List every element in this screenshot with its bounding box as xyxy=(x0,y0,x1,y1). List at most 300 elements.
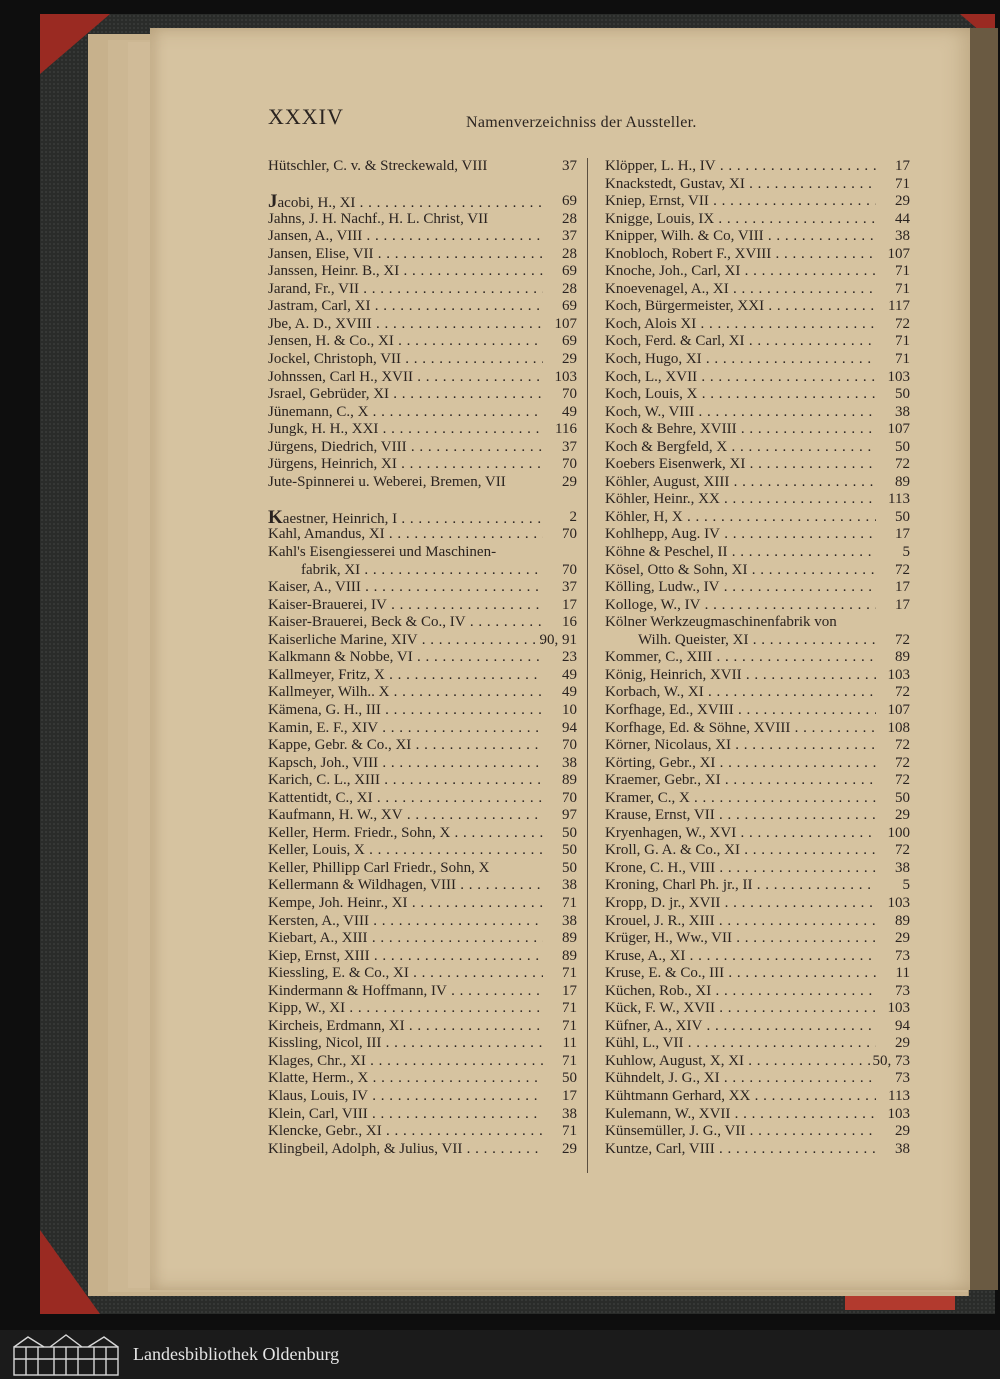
entry-name: Kück, F. W., XVII . . . xyxy=(605,1000,876,1018)
entry-page-number: 107 xyxy=(887,421,910,438)
entry-name: Köhne & Peschel, II . . . xyxy=(605,544,876,562)
entry-name: Kruse, E. & Co., III . . . xyxy=(605,965,876,983)
entry-name: Kallmeyer, Wilh.. X . . . xyxy=(268,684,543,702)
index-entry xyxy=(263,1000,577,1018)
entry-page-number: 38 xyxy=(895,859,910,876)
entry-page-number: 107 xyxy=(887,245,910,262)
entry-page-number: 103 xyxy=(887,666,910,683)
entry-page-number: 17 xyxy=(895,526,910,543)
section-initial: K xyxy=(268,508,283,528)
index-entry xyxy=(263,684,577,702)
index-entry xyxy=(600,737,910,755)
entry-page-number: 50 xyxy=(895,508,910,525)
index-entry xyxy=(600,895,910,913)
index-entry xyxy=(263,509,577,527)
index-entry xyxy=(600,842,910,860)
entry-page-number: 89 xyxy=(562,930,577,947)
entry-name: Köhler, August, XIII . . . xyxy=(605,474,876,492)
index-entry xyxy=(600,526,910,544)
index-entry xyxy=(600,193,910,211)
index-entry xyxy=(263,948,577,966)
entry-page-number: 5 xyxy=(902,544,910,561)
entry-page-number: 29 xyxy=(895,930,910,947)
entry-page-number: 71 xyxy=(562,894,577,911)
index-entry xyxy=(263,386,577,404)
index-entry xyxy=(600,913,910,931)
entry-name: Jürgens, Heinrich, XI . . . xyxy=(268,456,543,474)
entry-name: Johnssen, Carl H., XVII . . . xyxy=(268,369,543,387)
entry-name: Karich, C. L., XIII . . . xyxy=(268,772,543,790)
index-entry xyxy=(600,790,910,808)
index-entry xyxy=(600,369,910,387)
index-entry xyxy=(600,649,910,667)
entry-page-number: 50 xyxy=(562,859,577,876)
index-entry xyxy=(600,333,910,351)
index-entry xyxy=(263,614,577,632)
entry-name: Knigge, Louis, IX . . . xyxy=(605,211,876,229)
entry-page-number: 72 xyxy=(895,684,910,701)
index-entry xyxy=(600,281,910,299)
entry-name: Klöpper, L. H., IV . . . xyxy=(605,158,876,176)
index-entry xyxy=(263,1141,577,1159)
entry-page-number: 17 xyxy=(562,596,577,613)
index-entry xyxy=(263,456,577,474)
entry-name: Janssen, Heinr. B., XI . . . xyxy=(268,263,543,281)
index-entry xyxy=(263,158,577,176)
index-entry xyxy=(263,1106,577,1124)
right-column xyxy=(600,158,910,1158)
entry-page-number: 23 xyxy=(562,649,577,666)
index-entry xyxy=(600,702,910,720)
entry-page-number: 71 xyxy=(895,280,910,297)
entry-name: Wilh. Queister, XI . . . xyxy=(638,632,876,650)
index-entry xyxy=(263,667,577,685)
index-entry xyxy=(263,228,577,246)
entry-name: Kraemer, Gebr., XI . . . xyxy=(605,772,876,790)
index-entry xyxy=(600,158,910,176)
index-entry xyxy=(600,720,910,738)
index-entry xyxy=(263,369,577,387)
index-entry xyxy=(263,579,577,597)
entry-name: Jute-Spinnerei u. Weberei, Bremen, VII xyxy=(268,473,506,490)
entry-name: Kuntze, Carl, VIII . . . xyxy=(605,1141,876,1159)
entry-name: Hütschler, C. v. & Streckewald, VIII xyxy=(268,158,488,174)
entry-page-number: 38 xyxy=(562,912,577,929)
index-entry xyxy=(600,983,910,1001)
entry-name: Kiep, Ernst, XIII . . . xyxy=(268,948,543,966)
index-entry xyxy=(263,632,577,650)
index-entry xyxy=(600,491,910,509)
index-entry xyxy=(263,913,577,931)
entry-name: Koch, Bürgermeister, XXI . . . xyxy=(605,298,876,316)
entry-name: Jbe, A. D., XVIII . . . xyxy=(268,316,543,334)
entry-page-number: 100 xyxy=(887,824,910,841)
entry-name: Körner, Nicolaus, XI . . . xyxy=(605,737,876,755)
entry-page-number: 103 xyxy=(887,894,910,911)
entry-name: Kaiserliche Marine, XIV . . . xyxy=(268,632,543,650)
entry-name: Kamin, E. F., XIV . . . xyxy=(268,720,543,738)
index-entry xyxy=(263,333,577,351)
index-entry xyxy=(600,807,910,825)
entry-name: Kiebart, A., XIII . . . xyxy=(268,930,543,948)
entry-name: Küchen, Rob., XI . . . xyxy=(605,983,876,1001)
entry-name: Kersten, A., VIII . . . xyxy=(268,913,543,931)
entry-page-number: 89 xyxy=(562,947,577,964)
entry-page-number: 44 xyxy=(895,210,910,227)
index-entry xyxy=(600,228,910,246)
index-entry xyxy=(263,211,577,229)
entry-page-number: 72 xyxy=(895,561,910,578)
entry-name: Kropp, D. jr., XVII . . . xyxy=(605,895,876,913)
entry-name: Kämena, G. H., III . . . xyxy=(268,702,543,720)
entry-page-number: 37 xyxy=(562,158,577,174)
page-number: XXXIV xyxy=(268,104,344,129)
index-entry xyxy=(263,526,577,544)
index-entry xyxy=(600,860,910,878)
index-entry xyxy=(600,404,910,422)
entry-name: Koebers Eisenwerk, XI . . . xyxy=(605,456,876,474)
entry-page-number: 11 xyxy=(562,1035,577,1052)
entry-page-number: 70 xyxy=(562,789,577,806)
entry-page-number: 29 xyxy=(895,1035,910,1052)
entry-page-number: 90, 91 xyxy=(539,631,577,648)
entry-page-number: 50 xyxy=(562,842,577,859)
entry-name-rest: acobi, H., XI xyxy=(277,195,356,212)
entry-name: Kissling, Nicol, III . . . xyxy=(268,1035,543,1053)
index-entry xyxy=(600,1018,910,1036)
index-entry xyxy=(263,474,577,492)
entry-name: Kappe, Gebr. & Co., XI . . . xyxy=(268,737,543,755)
index-entry xyxy=(263,895,577,913)
entry-page-number: 50, 73 xyxy=(872,1052,910,1069)
index-entry xyxy=(263,263,577,281)
entry-page-number: 113 xyxy=(888,1087,910,1104)
entry-name: Jsrael, Gebrüder, XI . . . xyxy=(268,386,543,404)
index-entry xyxy=(600,456,910,474)
entry-page-number: 69 xyxy=(562,193,577,210)
left-column xyxy=(263,158,577,1158)
index-entry xyxy=(600,667,910,685)
entry-page-number: 10 xyxy=(562,701,577,718)
entry-name: Küfner, A., XIV . . . xyxy=(605,1018,876,1036)
index-entry xyxy=(263,544,577,562)
entry-name: Krüger, H., Ww., VII . . . xyxy=(605,930,876,948)
index-entry xyxy=(263,298,577,316)
index-entry xyxy=(600,544,910,562)
entry-name: Kipp, W., XI . . . xyxy=(268,1000,543,1018)
entry-page-number: 17 xyxy=(895,596,910,613)
index-entry xyxy=(600,930,910,948)
entry-name: Jünemann, C., X . . . xyxy=(268,404,543,422)
entry-page-number: 17 xyxy=(895,579,910,596)
index-entry xyxy=(263,772,577,790)
entry-name: Koch, Alois XI . . . xyxy=(605,316,876,334)
entry-name: Kühndelt, J. G., XI . . . xyxy=(605,1070,876,1088)
index-entry xyxy=(263,790,577,808)
index-entry xyxy=(600,965,910,983)
entry-name: fabrik, XI . . . xyxy=(301,562,543,580)
entry-name: Kniep, Ernst, VII . . . xyxy=(605,193,876,211)
entry-page-number: 89 xyxy=(562,772,577,789)
section-initial: J xyxy=(268,193,278,213)
entry-name: Knipper, Wilh. & Co, VIII . . . xyxy=(605,228,876,246)
entry-page-number: 71 xyxy=(562,1017,577,1034)
entry-page-number: 29 xyxy=(562,473,577,490)
entry-page-number: 50 xyxy=(895,789,910,806)
entry-page-number: 70 xyxy=(562,386,577,403)
entry-name: Klencke, Gebr., XI . . . xyxy=(268,1123,543,1141)
index-entry xyxy=(600,1141,910,1159)
index-entry xyxy=(600,1106,910,1124)
index-entry xyxy=(600,211,910,229)
entry-page-number: 103 xyxy=(887,1000,910,1017)
entry-name: Kindermann & Hoffmann, IV . . . xyxy=(268,983,543,1001)
index-entry xyxy=(263,649,577,667)
entry-name: Koch, W., VIII . . . xyxy=(605,404,876,422)
entry-page-number: 38 xyxy=(895,228,910,245)
index-entry xyxy=(263,702,577,720)
entry-name: Kölner Werkzeugmaschinenfabrik von xyxy=(605,614,837,631)
entry-page-number: 29 xyxy=(562,351,577,368)
entry-name: Krone, C. H., VIII . . . xyxy=(605,860,876,878)
index-entry xyxy=(263,1035,577,1053)
entry-name: Klein, Carl, VIII . . . xyxy=(268,1106,543,1124)
index-entry xyxy=(600,386,910,404)
cover-edge xyxy=(845,1296,955,1310)
entry-name: Krause, Ernst, VII . . . xyxy=(605,807,876,825)
entry-page-number: 71 xyxy=(562,965,577,982)
entry-page-number: 50 xyxy=(562,1070,577,1087)
index-entry xyxy=(600,509,910,527)
entry-name: Keller, Phillipp Carl Friedr., Sohn, X xyxy=(268,859,490,876)
entry-page-number: 72 xyxy=(895,754,910,771)
entry-page-number: 72 xyxy=(895,772,910,789)
entry-name: Korfhage, Ed. & Söhne, XVIII . . . xyxy=(605,720,876,738)
page-title: Namenverzeichniss der Aussteller. xyxy=(466,114,697,131)
entry-page-number: 116 xyxy=(555,421,577,438)
entry-page-number: 71 xyxy=(895,333,910,350)
entry-page-number: 69 xyxy=(562,263,577,280)
library-building-icon xyxy=(10,1333,122,1377)
index-entry xyxy=(263,421,577,439)
entry-page-number: 73 xyxy=(895,1070,910,1087)
index-entry xyxy=(263,983,577,1001)
entry-name: Kohlhepp, Aug. IV . . . xyxy=(605,526,876,544)
entry-page-number: 72 xyxy=(895,315,910,332)
entry-page-number: 29 xyxy=(895,807,910,824)
index-entry xyxy=(263,737,577,755)
index-entry xyxy=(600,316,910,334)
entry-page-number: 37 xyxy=(562,228,577,245)
entry-name: Korfhage, Ed., XVIII . . . xyxy=(605,702,876,720)
entry-name: Knoevenagel, A., XI . . . xyxy=(605,281,876,299)
entry-name: Kaiser-Brauerei, IV . . . xyxy=(268,597,543,615)
entry-page-number: 103 xyxy=(554,368,577,385)
facing-page-edge xyxy=(970,28,998,1290)
entry-page-number: 5 xyxy=(902,877,910,894)
index-entry xyxy=(600,439,910,457)
entry-page-number: 108 xyxy=(887,719,910,736)
entry-name: Kölling, Ludw., IV . . . xyxy=(605,579,876,597)
index-entry xyxy=(263,930,577,948)
index-entry xyxy=(600,1000,910,1018)
entry-name: Kösel, Otto & Sohn, XI . . . xyxy=(605,562,876,580)
entry-name: Kaufmann, H. W., XV . . . xyxy=(268,807,543,825)
index-entry xyxy=(263,562,577,580)
entry-name: Kulemann, W., XVII . . . xyxy=(605,1106,876,1124)
entry-page-number: 103 xyxy=(887,1105,910,1122)
entry-page-number: 94 xyxy=(895,1017,910,1034)
entry-name: Jahns, J. H. Nachf., H. L. Christ, VII xyxy=(268,210,489,227)
entry-page-number: 37 xyxy=(562,438,577,455)
index-entry xyxy=(600,474,910,492)
index-entry xyxy=(600,877,910,895)
index-entry xyxy=(263,316,577,334)
entry-page-number: 50 xyxy=(895,386,910,403)
entry-name: Koch, Louis, X . . . xyxy=(605,386,876,404)
entry-name: Jockel, Christoph, VII . . . xyxy=(268,351,543,369)
entry-page-number: 71 xyxy=(562,1000,577,1017)
entry-page-number: 28 xyxy=(562,210,577,227)
entry-page-number: 94 xyxy=(562,719,577,736)
entry-page-number: 107 xyxy=(887,701,910,718)
entry-page-number: 103 xyxy=(887,368,910,385)
entry-name: König, Heinrich, XVII . . . xyxy=(605,667,876,685)
entry-page-number: 69 xyxy=(562,298,577,315)
index-entry xyxy=(263,860,577,878)
entry-name: Koch, Ferd. & Carl, XI . . . xyxy=(605,333,876,351)
entry-name: Kempe, Joh. Heinr., XI . . . xyxy=(268,895,543,913)
entry-name: Keller, Louis, X . . . xyxy=(268,842,543,860)
entry-page-number: 28 xyxy=(562,280,577,297)
index-entry xyxy=(600,597,910,615)
index-entry xyxy=(600,948,910,966)
entry-name: Jansen, A., VIII . . . xyxy=(268,228,543,246)
entry-page-number: 50 xyxy=(895,438,910,455)
entry-page-number: 73 xyxy=(895,947,910,964)
index-entry xyxy=(263,755,577,773)
entry-name: Koch & Bergfeld, X . . . xyxy=(605,439,876,457)
entry-page-number: 71 xyxy=(895,175,910,192)
index-entry xyxy=(600,825,910,843)
entry-name: Jensen, H. & Co., XI . . . xyxy=(268,333,543,351)
entry-name: Kroll, G. A. & Co., XI . . . xyxy=(605,842,876,860)
entry-page-number: 38 xyxy=(895,403,910,420)
index-entry xyxy=(263,1070,577,1088)
index-entry xyxy=(263,807,577,825)
entry-page-number: 38 xyxy=(895,1140,910,1157)
index-entry xyxy=(600,614,910,632)
index-entry xyxy=(263,720,577,738)
entry-page-number: 117 xyxy=(888,298,910,315)
entry-name: Kattentidt, C., XI . . . xyxy=(268,790,543,808)
entry-name: Kallmeyer, Fritz, X . . . xyxy=(268,667,543,685)
entry-page-number: 17 xyxy=(562,982,577,999)
index-entry xyxy=(263,842,577,860)
index-entry xyxy=(600,772,910,790)
index-entry xyxy=(600,1035,910,1053)
entry-page-number: 71 xyxy=(895,263,910,280)
entry-name: Koch, L., XVII . . . xyxy=(605,369,876,387)
entry-name: Knackstedt, Gustav, XI . . . xyxy=(605,176,876,194)
entry-page-number: 50 xyxy=(562,824,577,841)
entry-name: Köhler, H, X . . . xyxy=(605,509,876,527)
entry-page-number: 17 xyxy=(562,1087,577,1104)
entry-page-number: 73 xyxy=(895,982,910,999)
entry-page-number: 71 xyxy=(562,1123,577,1140)
entry-name: Jungk, H. H., XXI . . . xyxy=(268,421,543,439)
entry-name: Jansen, Elise, VII . . . xyxy=(268,246,543,264)
entry-name: Jastram, Carl, XI . . . xyxy=(268,298,543,316)
entry-name: Klaus, Louis, IV . . . xyxy=(268,1088,543,1106)
index-entry xyxy=(263,597,577,615)
entry-name: Koch, Hugo, XI . . . xyxy=(605,351,876,369)
entry-page-number: 38 xyxy=(562,877,577,894)
index-entry xyxy=(600,755,910,773)
entry-page-number: 72 xyxy=(895,631,910,648)
entry-name: Kiessling, E. & Co., XI . . . xyxy=(268,965,543,983)
entry-page-number: 69 xyxy=(562,333,577,350)
entry-name: Korbach, W., XI . . . xyxy=(605,684,876,702)
entry-page-number: 17 xyxy=(895,158,910,174)
library-name: Landesbibliothek Oldenburg xyxy=(133,1344,340,1364)
index-entry xyxy=(600,1088,910,1106)
index-entry xyxy=(263,351,577,369)
entry-page-number: 16 xyxy=(562,614,577,631)
entry-name: Klingbeil, Adolph, & Julius, VII . . . xyxy=(268,1141,543,1159)
entry-name: Kühtmann Gerhard, XX . . . xyxy=(605,1088,876,1106)
entry-page-number: 107 xyxy=(554,315,577,332)
entry-page-number: 70 xyxy=(562,526,577,543)
index-entry xyxy=(600,684,910,702)
index-entry xyxy=(600,632,910,650)
entry-name: Koch & Behre, XVIII . . . xyxy=(605,421,876,439)
entry-page-number: 72 xyxy=(895,456,910,473)
entry-name: Kramer, C., X . . . xyxy=(605,790,876,808)
entry-page-number: 72 xyxy=(895,737,910,754)
entry-page-number: 37 xyxy=(562,579,577,596)
entry-page-number: 113 xyxy=(888,491,910,508)
index-entry xyxy=(600,176,910,194)
index-entry xyxy=(600,562,910,580)
entry-page-number: 2 xyxy=(569,508,577,525)
entry-page-number: 49 xyxy=(562,666,577,683)
entry-page-number: 11 xyxy=(895,965,910,982)
entry-name: Kalkmann & Nobbe, VI . . . xyxy=(268,649,543,667)
index-entry xyxy=(600,246,910,264)
entry-page-number: 70 xyxy=(562,456,577,473)
entry-name: Klatte, Herm., X . . . xyxy=(268,1070,543,1088)
index-entry xyxy=(263,965,577,983)
index-entry xyxy=(263,193,577,211)
entry-name: Klages, Chr., XI . . . xyxy=(268,1053,543,1071)
index-entry xyxy=(263,1123,577,1141)
index-entry xyxy=(263,825,577,843)
entry-page-number: 49 xyxy=(562,403,577,420)
entry-page-number: 97 xyxy=(562,807,577,824)
index-entry xyxy=(600,351,910,369)
index-entry xyxy=(600,579,910,597)
entry-page-number: 29 xyxy=(895,1123,910,1140)
index-entry xyxy=(263,877,577,895)
index-entry xyxy=(600,1070,910,1088)
index-entry xyxy=(263,439,577,457)
entry-name: Kühl, L., VII . . . xyxy=(605,1035,876,1053)
entry-name: Kruse, A., XI . . . xyxy=(605,948,876,966)
entry-page-number: 38 xyxy=(562,1105,577,1122)
entry-name: Kolloge, W., IV . . . xyxy=(605,597,876,615)
entry-page-number: 38 xyxy=(562,754,577,771)
